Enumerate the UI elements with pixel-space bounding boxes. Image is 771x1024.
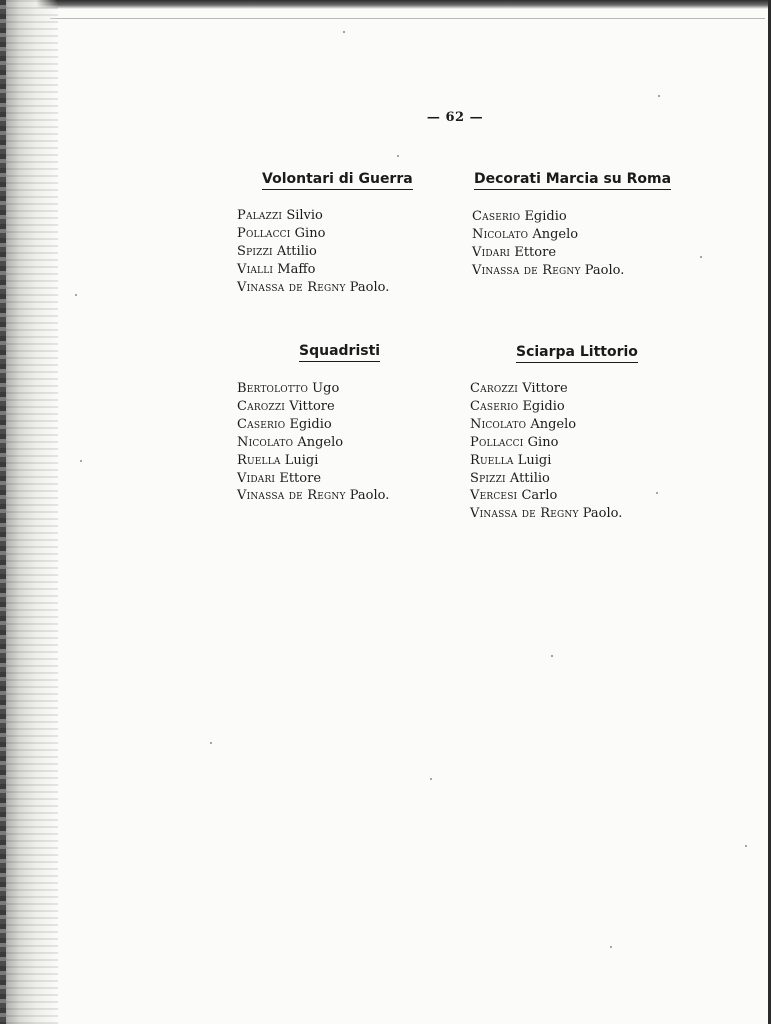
list-item: Pollacci Gino bbox=[470, 434, 559, 450]
list-item: Spizzi Attilio bbox=[237, 243, 317, 259]
list-item: Vialli Maffo bbox=[237, 261, 316, 277]
scan-speck bbox=[430, 778, 432, 780]
list-item: Palazzi Silvio bbox=[237, 208, 323, 223]
list-item: Vidari Ettore bbox=[472, 244, 557, 260]
scan-top-rule bbox=[50, 18, 765, 19]
list-item: Spizzi Attilio bbox=[470, 470, 550, 486]
list-decorati-marcia-su-roma bbox=[472, 208, 624, 280]
heading-decorati-marcia-su-roma: Decorati Marcia su Roma bbox=[474, 170, 671, 190]
scan-speck bbox=[656, 492, 658, 494]
scan-speck bbox=[80, 460, 82, 462]
list-item: Vinassa de Regny Paolo. bbox=[470, 506, 623, 522]
list-sciarpa-littorio bbox=[470, 380, 622, 523]
scan-speck bbox=[210, 742, 212, 744]
heading-sciarpa-littorio: Sciarpa Littorio bbox=[516, 343, 638, 363]
list-item: Vercesi Carlo bbox=[470, 488, 558, 504]
list-item: Vinassa de Regny Paolo. bbox=[472, 262, 625, 278]
scan-top-border bbox=[0, 0, 771, 9]
list-item: Ruella Luigi bbox=[470, 452, 552, 468]
list-item: Carozzi Vittore bbox=[470, 381, 568, 396]
list-item: Bertolotto Ugo bbox=[237, 381, 340, 396]
list-item: Caserio Egidio bbox=[237, 416, 332, 432]
list-item: Carozzi Vittore bbox=[237, 398, 335, 414]
scan-binding-edge bbox=[0, 0, 6, 1024]
scan-speck bbox=[551, 655, 553, 657]
list-item: Caserio Egidio bbox=[472, 209, 567, 224]
scan-speck bbox=[610, 946, 612, 948]
scan-speck bbox=[397, 155, 399, 157]
scan-speck bbox=[658, 95, 660, 97]
list-item: Pollacci Gino bbox=[237, 225, 326, 241]
list-item: Nicolato Angelo bbox=[237, 434, 344, 450]
list-item: Nicolato Angelo bbox=[470, 416, 577, 432]
list-item: Ruella Luigi bbox=[237, 452, 319, 468]
list-item: Vinassa de Regny Paolo. bbox=[237, 279, 390, 295]
scan-speck bbox=[343, 31, 345, 33]
list-item: Caserio Egidio bbox=[470, 398, 565, 414]
heading-volontari-di-guerra: Volontari di Guerra bbox=[262, 170, 413, 190]
list-squadristi bbox=[237, 380, 389, 505]
page-number: — 62 — bbox=[426, 110, 484, 125]
list-volontari-di-guerra bbox=[237, 207, 389, 297]
list-item: Vinassa de Regny Paolo. bbox=[237, 488, 390, 504]
list-item: Vidari Ettore bbox=[237, 470, 322, 486]
scan-binding-shadow bbox=[0, 0, 58, 1024]
heading-squadristi: Squadristi bbox=[299, 342, 380, 362]
scan-speck bbox=[75, 294, 77, 296]
list-item: Nicolato Angelo bbox=[472, 226, 579, 242]
scan-speck bbox=[745, 845, 747, 847]
scan-speck bbox=[700, 256, 702, 258]
